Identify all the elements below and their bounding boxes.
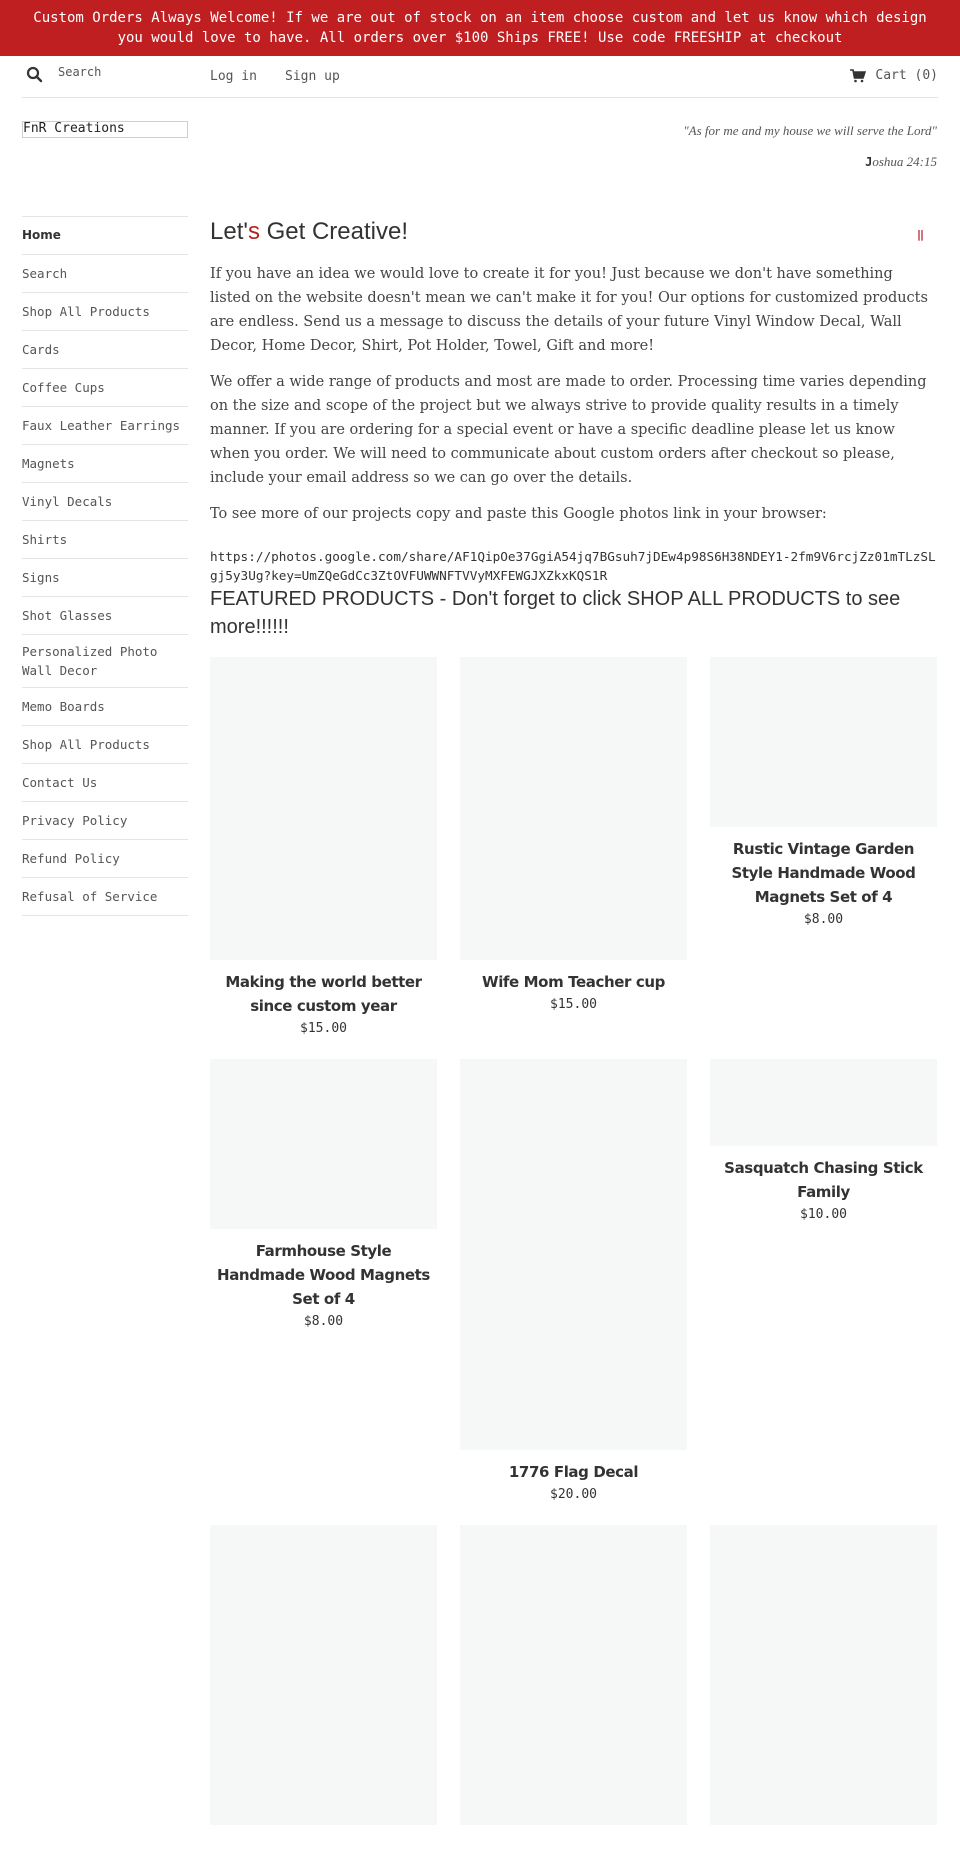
sidebar-item-memo-boards[interactable]: Memo Boards [22, 699, 105, 714]
title-mark: s [247, 218, 260, 245]
product-price: $20.00 [550, 1487, 597, 1502]
pause-icon[interactable]: || [916, 228, 923, 241]
product-card[interactable] [710, 657, 937, 931]
cart-label: Cart (0) [875, 68, 938, 83]
sidebar-item-privacy-policy[interactable]: Privacy Policy [22, 813, 128, 828]
sidebar-item-refusal-of-service[interactable]: Refusal of Service [22, 889, 158, 904]
featured-products-heading: FEATURED PRODUCTS - Don't forget to click SHOP ALL PRODUCTS to see more!!!!!! [210, 588, 901, 638]
sidebar [22, 98, 188, 916]
signup-link[interactable]: Sign up [285, 69, 340, 84]
quote-reference [210, 154, 937, 170]
google-photos-link[interactable]: https://photos.google.com/share/AF1QipOe37GgiA54jq7BGsuh7jDEw4p98S6H38NDEY1-2fm9V6rcjZz01mTLzSLgj5y3Ug?key=UmZQeGdCc3ZtOVFUWWNFTVVyMXFEWGJXZkxKQS1R [210, 549, 936, 583]
paragraph-processing: We offer a wide range of products and most are made to order. Processing time varies depending on the size and scope of the project but we always strive to provide quality results in a timely manner. If you are ordering for a special event or have a specific deadline please let us know when you order. We will need to communicate about custom orders after checkout so please, include your email address so we can go over the details. [210, 374, 927, 486]
product-title[interactable]: Wife Mom Teacher cup [482, 973, 665, 991]
login-link[interactable]: Log in [210, 69, 257, 84]
product-image[interactable] [210, 1059, 437, 1229]
sidebar-item-magnets[interactable]: Magnets [22, 456, 75, 471]
sidebar-item-refund-policy[interactable]: Refund Policy [22, 851, 120, 866]
title-part: Get Creative! [259, 218, 409, 245]
search-input[interactable] [58, 65, 178, 79]
product-title[interactable]: 1776 Flag Decal [508, 1463, 639, 1481]
main-content [210, 98, 937, 1817]
product-card[interactable] [460, 1525, 687, 1825]
announcement-text: Custom Orders Always Welcome! If we are out of stock on an item choose custom and let us know which design you would love to have. All orders over $100 Ships FREE! Use code FREESHIP at checkout [33, 10, 927, 46]
sidebar-item-home[interactable]: Home [22, 228, 61, 242]
site-logo[interactable] [22, 121, 188, 138]
sidebar-item-personalized-photo-wall-decor[interactable]: Personalized Photo Wall Decor [22, 644, 158, 678]
page-title [210, 218, 937, 246]
paragraph-intro: If you have an idea we would love to create it for you! Just because we don't have something listed on the website doesn't mean we can't make it for you! Our options for customized products are endless. Send us a message to discuss the details of your future Vinyl Window Decal, Wall Decor, Home Decor, Shirt, Pot Holder, Towel, Gift and more! [210, 266, 928, 354]
sidebar-item-vinyl-decals[interactable]: Vinyl Decals [22, 494, 113, 509]
product-title[interactable]: Sasquatch Chasing Stick Family [724, 1159, 923, 1201]
product-card[interactable] [210, 657, 437, 1040]
search-form [26, 66, 178, 84]
product-card[interactable] [210, 1525, 437, 1825]
top-bar [22, 56, 938, 98]
product-image[interactable] [710, 1525, 937, 1825]
quote-ref-initial: J [865, 155, 873, 169]
product-image[interactable] [460, 657, 687, 960]
product-image[interactable] [460, 1059, 687, 1450]
product-grid [210, 657, 937, 1817]
quote-ref-text: oshua 24:15 [872, 154, 937, 169]
title-part: Let' [210, 218, 248, 245]
product-card[interactable] [460, 657, 687, 1016]
sidebar-item-faux-leather-earrings[interactable]: Faux Leather Earrings [22, 418, 181, 433]
page-title-row [210, 218, 937, 250]
sidebar-item-search[interactable]: Search [22, 266, 68, 281]
sidebar-item-signs[interactable]: Signs [22, 570, 60, 585]
product-image[interactable] [210, 1525, 437, 1825]
product-image[interactable] [210, 657, 437, 960]
sidebar-item-coffee-cups[interactable]: Coffee Cups [22, 380, 105, 395]
sidebar-item-shop-all-products[interactable]: Shop All Products [22, 304, 150, 319]
product-image[interactable] [460, 1525, 687, 1825]
product-title[interactable]: Making the world better since custom year [225, 973, 422, 1015]
product-card[interactable] [710, 1059, 937, 1226]
sidebar-item-contact-us[interactable]: Contact Us [22, 775, 98, 790]
product-price: $10.00 [800, 1207, 847, 1222]
product-price: $15.00 [300, 1021, 347, 1036]
product-price: $8.00 [803, 912, 844, 927]
sidebar-item-shop-all-products-2[interactable]: Shop All Products [22, 737, 150, 752]
search-icon[interactable] [26, 66, 44, 84]
product-title[interactable]: Rustic Vintage Garden Style Handmade Wood Magnets Set of 4 [731, 840, 916, 906]
product-card[interactable] [460, 1059, 687, 1506]
cart-link[interactable] [850, 68, 938, 83]
sidebar-item-cards[interactable]: Cards [22, 342, 60, 357]
header-quote: "As for me and my house we will serve the Lord" [683, 123, 937, 138]
product-card[interactable] [710, 1525, 937, 1825]
product-card[interactable] [210, 1059, 437, 1333]
product-title[interactable]: Farmhouse Style Handmade Wood Magnets Set of 4 [217, 1242, 430, 1308]
product-image[interactable] [710, 657, 937, 827]
product-image[interactable] [710, 1059, 937, 1146]
sidebar-item-shot-glasses[interactable]: Shot Glasses [22, 608, 113, 623]
sidebar-item-shirts[interactable]: Shirts [22, 532, 68, 547]
paragraph-photos-cta: To see more of our projects copy and paste this Google photos link in your browser: [210, 506, 827, 522]
announcement-bar [0, 0, 960, 56]
cart-icon [850, 69, 866, 83]
rich-text-body [210, 262, 937, 526]
product-price: $15.00 [550, 997, 597, 1012]
sidebar-nav [22, 216, 188, 916]
product-price: $8.00 [303, 1314, 344, 1329]
logo-text: FnR Creations [23, 121, 125, 136]
